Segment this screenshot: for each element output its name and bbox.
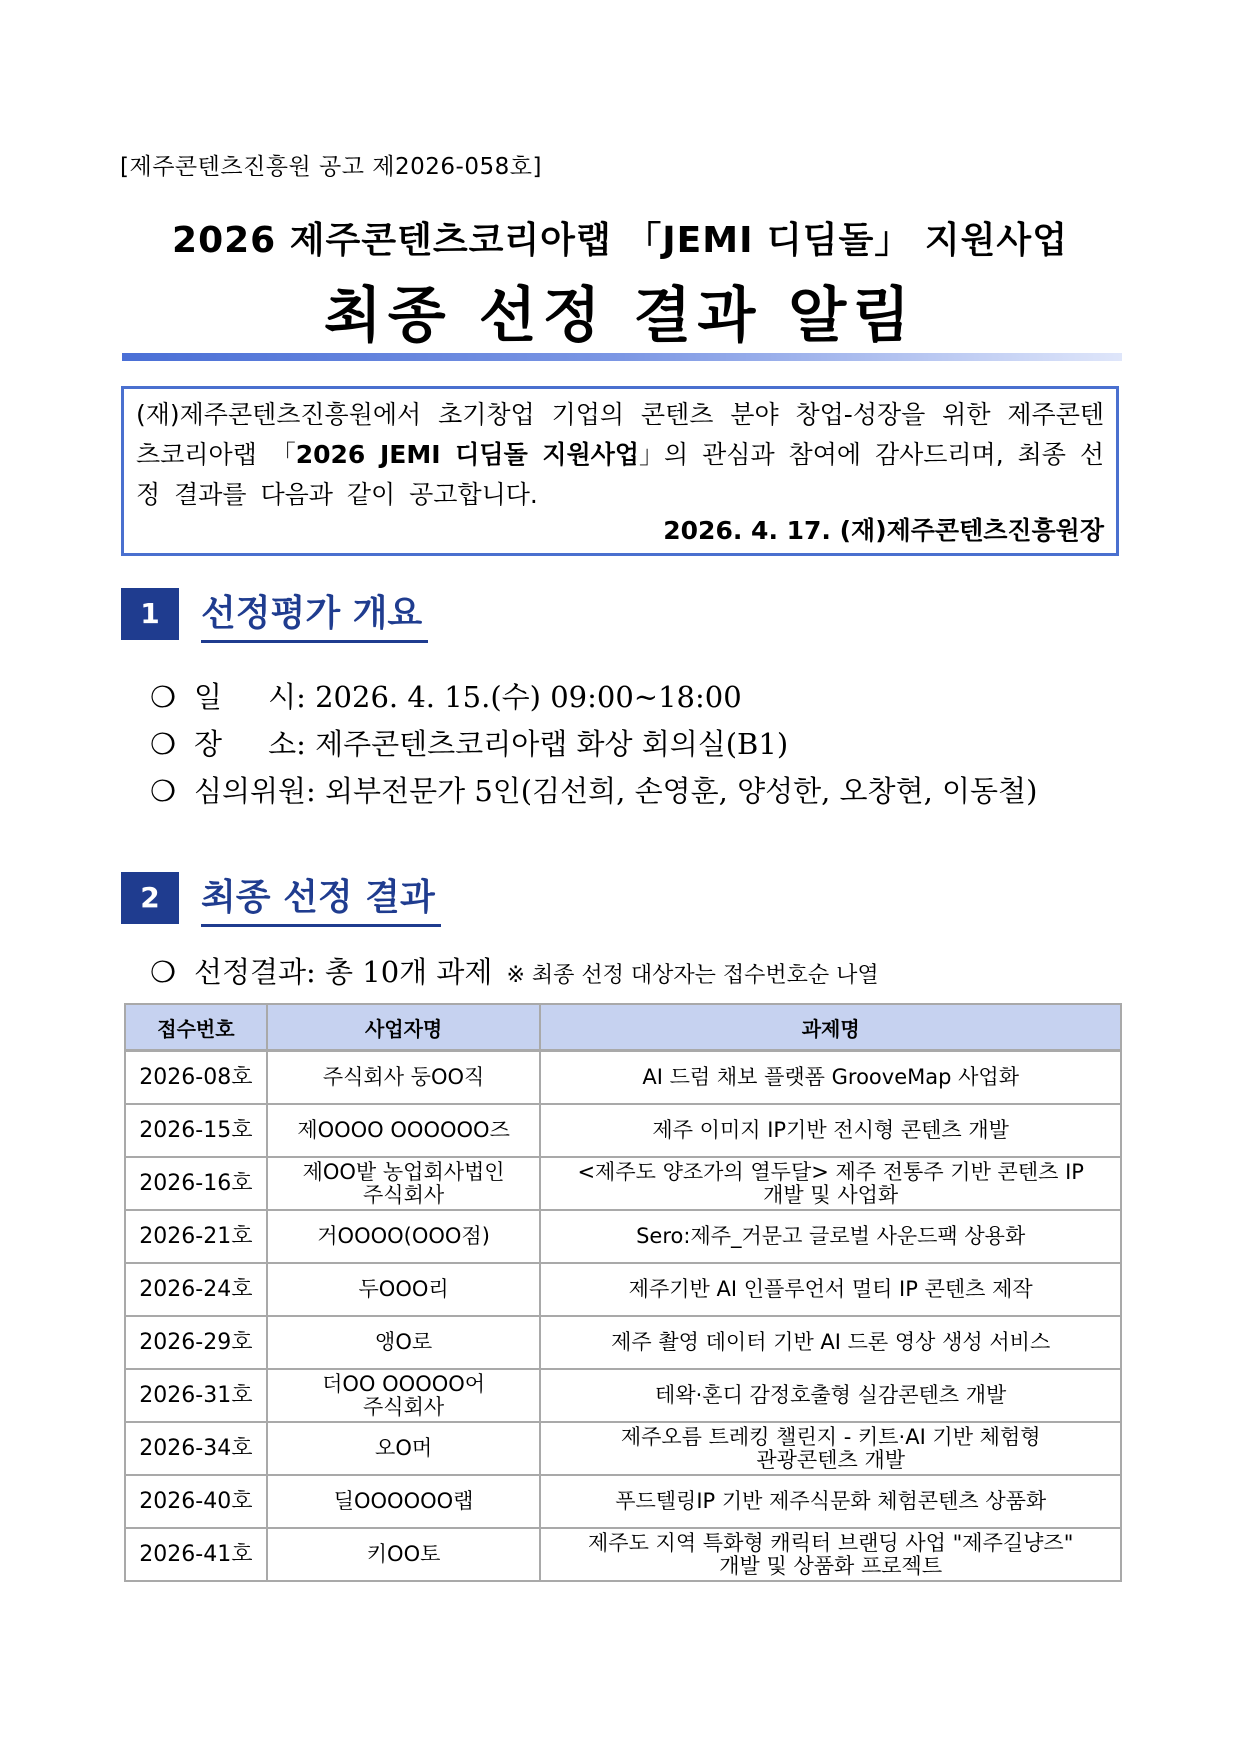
table-row xyxy=(125,1475,1121,1528)
overview-item-date xyxy=(150,675,742,716)
overview-item-place xyxy=(150,722,788,763)
cell-number: 2026-08호 xyxy=(125,1051,267,1105)
result-table xyxy=(124,1003,1122,1582)
bullet-icon: ❍ xyxy=(150,727,176,761)
cell-company: 제OO밭 농업회사법인 주식회사 xyxy=(267,1157,541,1210)
intro-text-part2: 」의 관심과 참여에 감사드리며, 최종 선정 결과를 다음과 같이 공고합니다. xyxy=(136,440,1104,509)
cell-number: 2026-21호 xyxy=(125,1210,267,1263)
cell-project: <제주도 양조가의 열두달> 제주 전통주 기반 콘텐츠 IP 개발 및 사업화 xyxy=(540,1157,1121,1210)
cell-project: 제주도 지역 특화형 캐릭터 브랜딩 사업 "제주길냥즈" 개발 및 상품화 프로젝트 xyxy=(540,1528,1121,1581)
overview-item-text: 장 소: 제주콘텐츠코리아랩 화상 회의실(B1) xyxy=(194,727,789,761)
column-header-company: 사업자명 xyxy=(267,1004,541,1051)
section1-title: 선정평가 개요 xyxy=(201,588,428,643)
bullet-icon: ❍ xyxy=(150,680,176,714)
cell-number: 2026-31호 xyxy=(125,1369,267,1422)
bullet-icon: ❍ xyxy=(150,774,176,808)
cell-company: 오O머 xyxy=(267,1422,541,1475)
table-row xyxy=(125,1051,1121,1105)
cell-project: 제주오름 트레킹 챌린지 - 키트·AI 기반 체험형 관광콘텐츠 개발 xyxy=(540,1422,1121,1475)
section2-number: 2 xyxy=(121,872,179,924)
cell-company: 두OOO리 xyxy=(267,1263,541,1316)
bullet-icon: ❍ xyxy=(150,955,176,989)
result-summary xyxy=(150,950,879,991)
table-row xyxy=(125,1369,1121,1422)
cell-company: 더OO OOOOO어 주식회사 xyxy=(267,1369,541,1422)
cell-company: 거OOOO(OOO점) xyxy=(267,1210,541,1263)
table-row xyxy=(125,1316,1121,1369)
intro-text-bold: 2026 JEMI 디딤돌 지원사업 xyxy=(295,440,640,469)
table-header-row xyxy=(125,1004,1121,1051)
cell-project: 제주 촬영 데이터 기반 AI 드론 영상 생성 서비스 xyxy=(540,1316,1121,1369)
intro-signature: 2026. 4. 17. (재)제주콘텐츠진흥원장 xyxy=(663,516,1104,545)
table-body xyxy=(125,1051,1121,1582)
cell-number: 2026-24호 xyxy=(125,1263,267,1316)
cell-number: 2026-16호 xyxy=(125,1157,267,1210)
title-divider xyxy=(122,353,1122,361)
result-note: ※ 최종 선정 대상자는 접수번호순 나열 xyxy=(506,963,879,988)
cell-company: 딜OOOOOO랩 xyxy=(267,1475,541,1528)
cell-project: AI 드럼 채보 플랫폼 GrooveMap 사업화 xyxy=(540,1051,1121,1105)
cell-project: 테왁·혼디 감정호출형 실감콘텐츠 개발 xyxy=(540,1369,1121,1422)
cell-number: 2026-29호 xyxy=(125,1316,267,1369)
overview-item-committee xyxy=(150,769,1037,810)
result-summary-text: 선정결과: 총 10개 과제 xyxy=(194,955,493,989)
intro-text xyxy=(136,395,1104,515)
table-row xyxy=(125,1104,1121,1157)
section1-number: 1 xyxy=(121,588,179,640)
cell-number: 2026-15호 xyxy=(125,1104,267,1157)
column-header-project: 과제명 xyxy=(540,1004,1121,1051)
cell-number: 2026-41호 xyxy=(125,1528,267,1581)
cell-company: 제OOOO OOOOOO즈 xyxy=(267,1104,541,1157)
table-row xyxy=(125,1210,1121,1263)
document-title: 2026 제주콘텐츠코리아랩 「JEMI 디딤돌」 지원사업 xyxy=(172,220,1068,261)
table-row xyxy=(125,1263,1121,1316)
cell-company: 앵O로 xyxy=(267,1316,541,1369)
intro-box xyxy=(121,386,1119,556)
table-row xyxy=(125,1422,1121,1475)
column-header-number: 접수번호 xyxy=(125,1004,267,1051)
section2-title: 최종 선정 결과 xyxy=(201,872,441,927)
cell-number: 2026-40호 xyxy=(125,1475,267,1528)
cell-project: 푸드텔링IP 기반 제주식문화 체험콘텐츠 상품화 xyxy=(540,1475,1121,1528)
cell-company: 주식회사 둥OO직 xyxy=(267,1051,541,1105)
document-subtitle: 최종 선정 결과 알림 xyxy=(323,281,917,351)
overview-item-text: 일 시: 2026. 4. 15.(수) 09:00~18:00 xyxy=(194,680,742,714)
cell-project: Sero:제주_거문고 글로벌 사운드팩 상용화 xyxy=(540,1210,1121,1263)
cell-company: 키OO토 xyxy=(267,1528,541,1581)
table-row xyxy=(125,1157,1121,1210)
cell-number: 2026-34호 xyxy=(125,1422,267,1475)
cell-project: 제주기반 AI 인플루언서 멀티 IP 콘텐츠 제작 xyxy=(540,1263,1121,1316)
table-row xyxy=(125,1528,1121,1581)
notice-number: [제주콘텐츠진흥원 공고 제2026-058호] xyxy=(120,154,542,180)
intro-text-part1: (재)제주콘텐츠진흥원에서 초기창업 기업의 콘텐츠 분야 창업-성장을 위한 제주콘텐츠코리아랩 「 xyxy=(136,400,1104,469)
cell-project: 제주 이미지 IP기반 전시형 콘텐츠 개발 xyxy=(540,1104,1121,1157)
overview-item-text: 심의위원: 외부전문가 5인(김선희, 손영훈, 양성한, 오창현, 이동철) xyxy=(194,774,1038,808)
